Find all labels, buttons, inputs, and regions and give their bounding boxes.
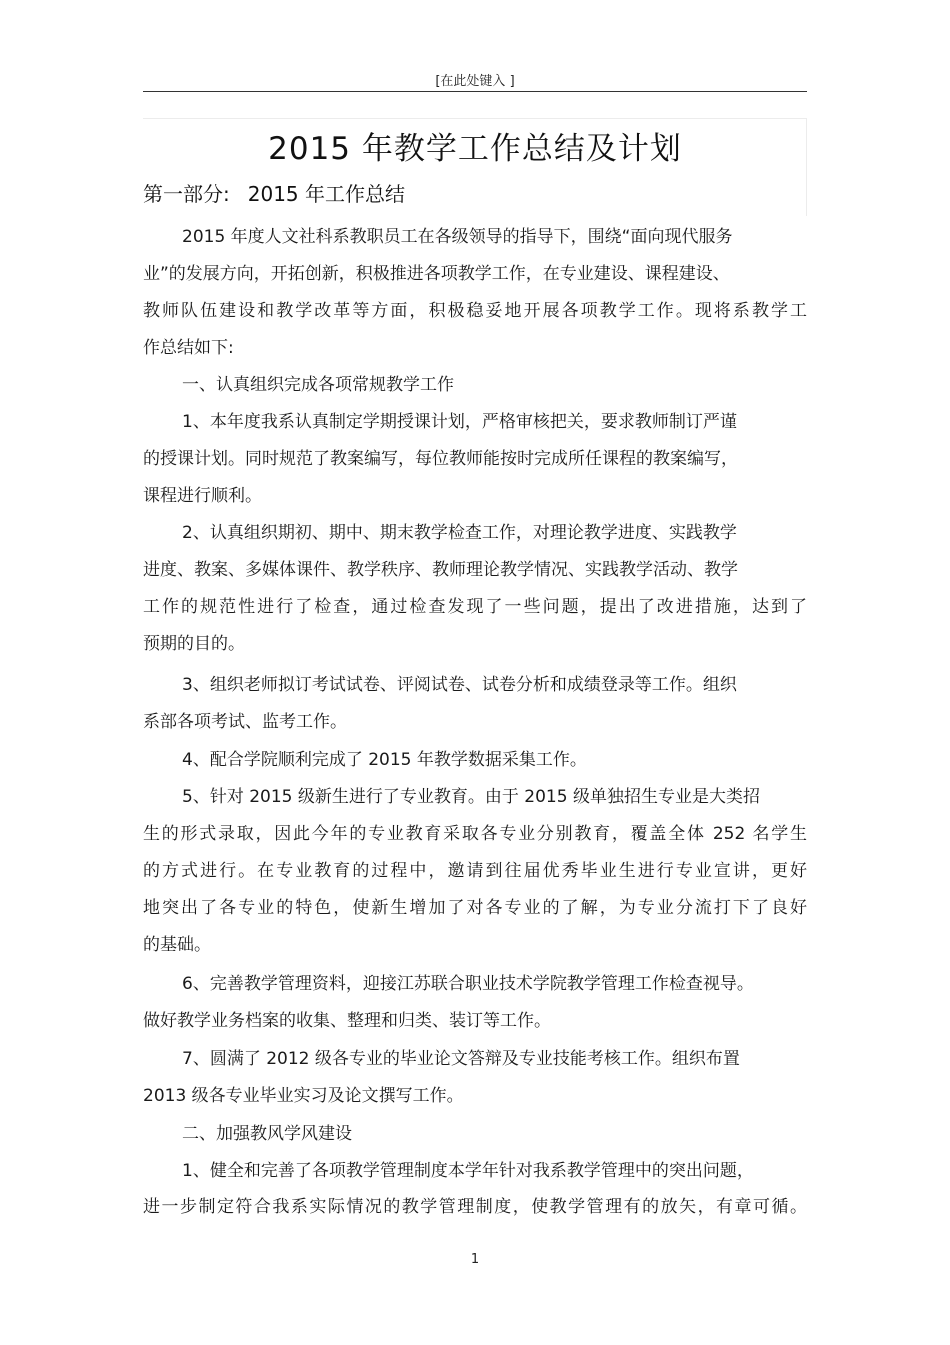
body-line: 的基础。 [143, 935, 211, 955]
body-line: 生的形式录取，因此今年的专业教育采取各专业分别教育，覆盖全体 252 名学生 [143, 824, 807, 844]
body-line: 5、针对 2015 级新生进行了专业教育。由于 2015 级单独招生专业是大类招 [182, 787, 760, 807]
body-line: 6、完善教学管理资料，迎接江苏联合职业技术学院教学管理工作检查视导。 [182, 974, 754, 994]
body-line: 预期的目的。 [143, 634, 245, 654]
body-line: 7、圆满了 2012 级各专业的毕业论文答辩及专业技能考核工作。组织布置 [182, 1049, 740, 1069]
body-line: 教师队伍建设和教学改革等方面，积极稳妥地开展各项教学工作。现将系教学工 [143, 301, 807, 321]
body-line: 作总结如下: [143, 338, 234, 358]
page-number: 1 [470, 1252, 480, 1267]
body-line: 2013 级各专业毕业实习及论文撰写工作。 [143, 1086, 464, 1106]
body-line: 的方式进行。在专业教育的过程中，邀请到往届优秀毕业生进行专业宣讲，更好 [143, 861, 807, 881]
body-line: 4、配合学院顺利完成了 2015 年教学数据采集工作。 [182, 750, 587, 770]
body-line: 地突出了各专业的特色，使新生增加了对各专业的了解，为专业分流打下了良好 [143, 898, 807, 918]
page-header: [在此处键入 ] [435, 74, 515, 89]
body-line: 进度、教案、多媒体课件、教学秩序、教师理论教学情况、实践教学活动、教学 [143, 560, 738, 580]
header-divider [143, 91, 807, 92]
body-line: 3、组织老师拟订考试试卷、评阅试卷、试卷分析和成绩登录等工作。组织 [182, 675, 737, 695]
subheading: 二、加强教风学风建设 [182, 1124, 352, 1144]
section-heading [143, 178, 405, 207]
body-line: 2015 年度人文社科系教职员工在各级领导的指导下，围绕“面向现代服务 [182, 227, 733, 247]
body-line: 系部各项考试、监考工作。 [143, 712, 347, 732]
body-line: 1、健全和完善了各项教学管理制度本学年针对我系教学管理中的突出问题， [182, 1161, 754, 1181]
document-title: 2015 年教学工作总结及计划 [268, 131, 682, 167]
body-line: 的授课计划。同时规范了教案编写，每位教师能按时完成所任课程的教案编写， [143, 449, 738, 469]
section-label: 第一部分: [143, 182, 230, 206]
body-line: 工作的规范性进行了检查，通过检查发现了一些问题，提出了改进措施，达到了 [143, 597, 807, 617]
subheading: 一、认真组织完成各项常规教学工作 [182, 375, 454, 395]
body-line: 课程进行顺利。 [143, 486, 262, 506]
body-line: 业”的发展方向，开拓创新，积极推进各项教学工作，在专业建设、课程建设、 [143, 264, 730, 284]
body-line: 1、本年度我系认真制定学期授课计划，严格审核把关，要求教师制订严谨 [182, 412, 737, 432]
section-title: 2015 年工作总结 [247, 182, 406, 206]
body-line: 进一步制定符合我系实际情况的教学管理制度，使教学管理有的放矢，有章可循。 [143, 1197, 807, 1217]
body-line: 2、认真组织期初、期中、期末教学检查工作，对理论教学进度、实践教学 [182, 523, 737, 543]
body-line: 做好教学业务档案的收集、整理和归类、装订等工作。 [143, 1011, 551, 1031]
